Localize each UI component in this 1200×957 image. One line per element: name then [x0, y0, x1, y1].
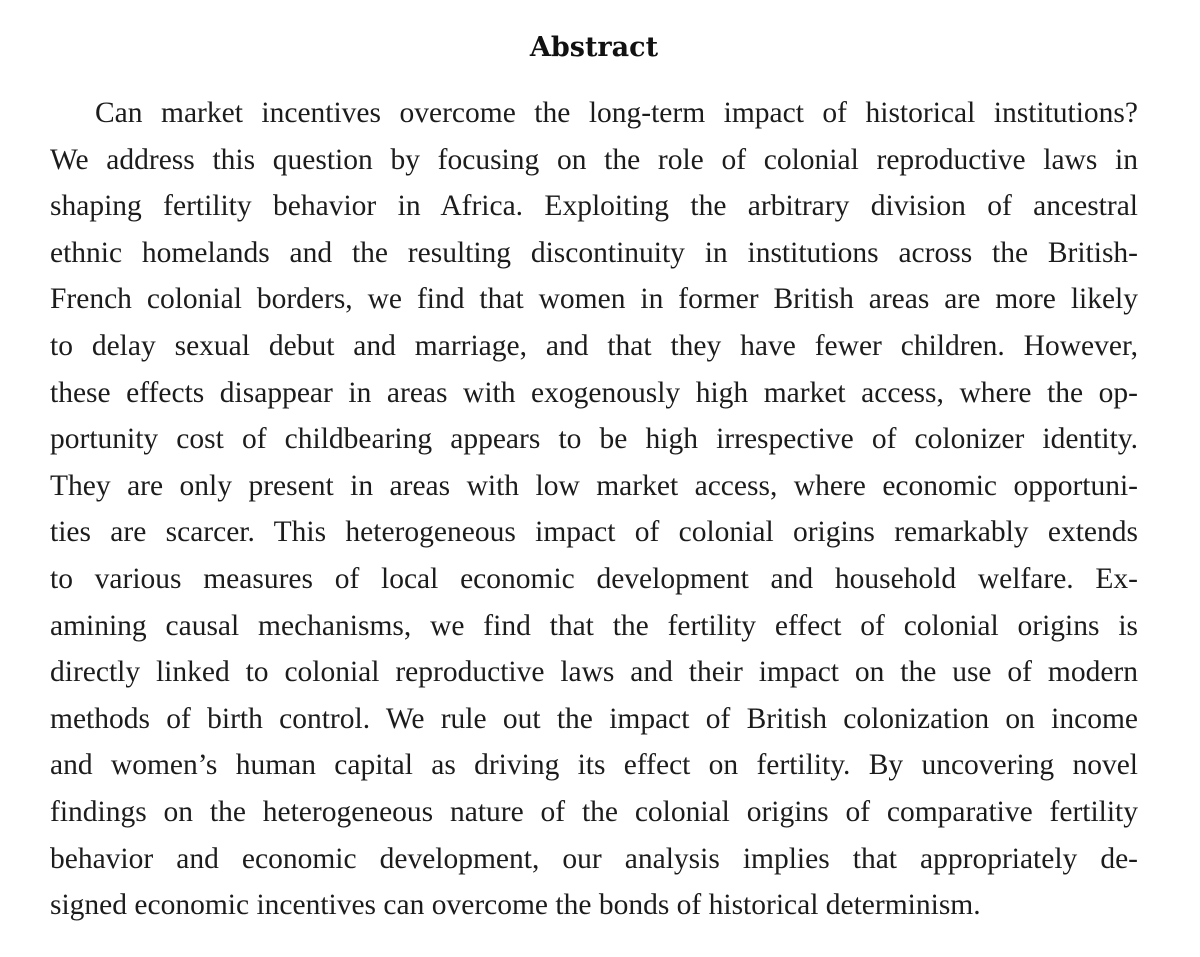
abstract-heading: Abstract: [529, 32, 659, 63]
abstract-paragraph: [50, 90, 1138, 929]
abstract-line: behavior and economic development, our analysis implies that appropriately de-: [50, 842, 1138, 875]
abstract-line: directly linked to colonial reproductive laws and their impact on the use of modern: [50, 656, 1138, 689]
abstract-line: methods of birth control. We rule out the impact of British colonization on income: [50, 702, 1138, 735]
abstract-line: and women’s human capital as driving its effect on fertility. By uncovering novel: [50, 749, 1138, 782]
abstract-line: findings on the heterogeneous nature of the colonial origins of comparative fertility: [50, 795, 1138, 828]
abstract-line: ethnic homelands and the resulting discontinuity in institutions across the British-: [50, 236, 1138, 269]
abstract-line: portunity cost of childbearing appears to be high irrespective of colonizer identity.: [50, 423, 1138, 456]
abstract-line: to various measures of local economic development and household welfare. Ex-: [50, 562, 1138, 595]
abstract-line: amining causal mechanisms, we find that the fertility effect of colonial origins is: [50, 609, 1138, 642]
abstract-line: ties are scarcer. This heterogeneous impact of colonial origins remarkably extends: [50, 516, 1138, 549]
abstract-line: French colonial borders, we find that women in former British areas are more likely: [50, 283, 1138, 316]
abstract-line: these effects disappear in areas with exogenously high market access, where the op-: [50, 376, 1138, 409]
abstract-line: They are only present in areas with low market access, where economic opportuni-: [50, 469, 1138, 502]
abstract-line: signed economic incentives can overcome the bonds of historical determinism.: [50, 889, 981, 922]
abstract-line: to delay sexual debut and marriage, and that they have fewer children. However,: [50, 329, 1138, 362]
abstract-line: We address this question by focusing on the role of colonial reproductive laws in: [50, 143, 1138, 176]
abstract-line: shaping fertility behavior in Africa. Exploiting the arbitrary division of ancestral: [50, 190, 1138, 223]
abstract-line: Can market incentives overcome the long-term impact of historical institutions?: [95, 97, 1138, 129]
